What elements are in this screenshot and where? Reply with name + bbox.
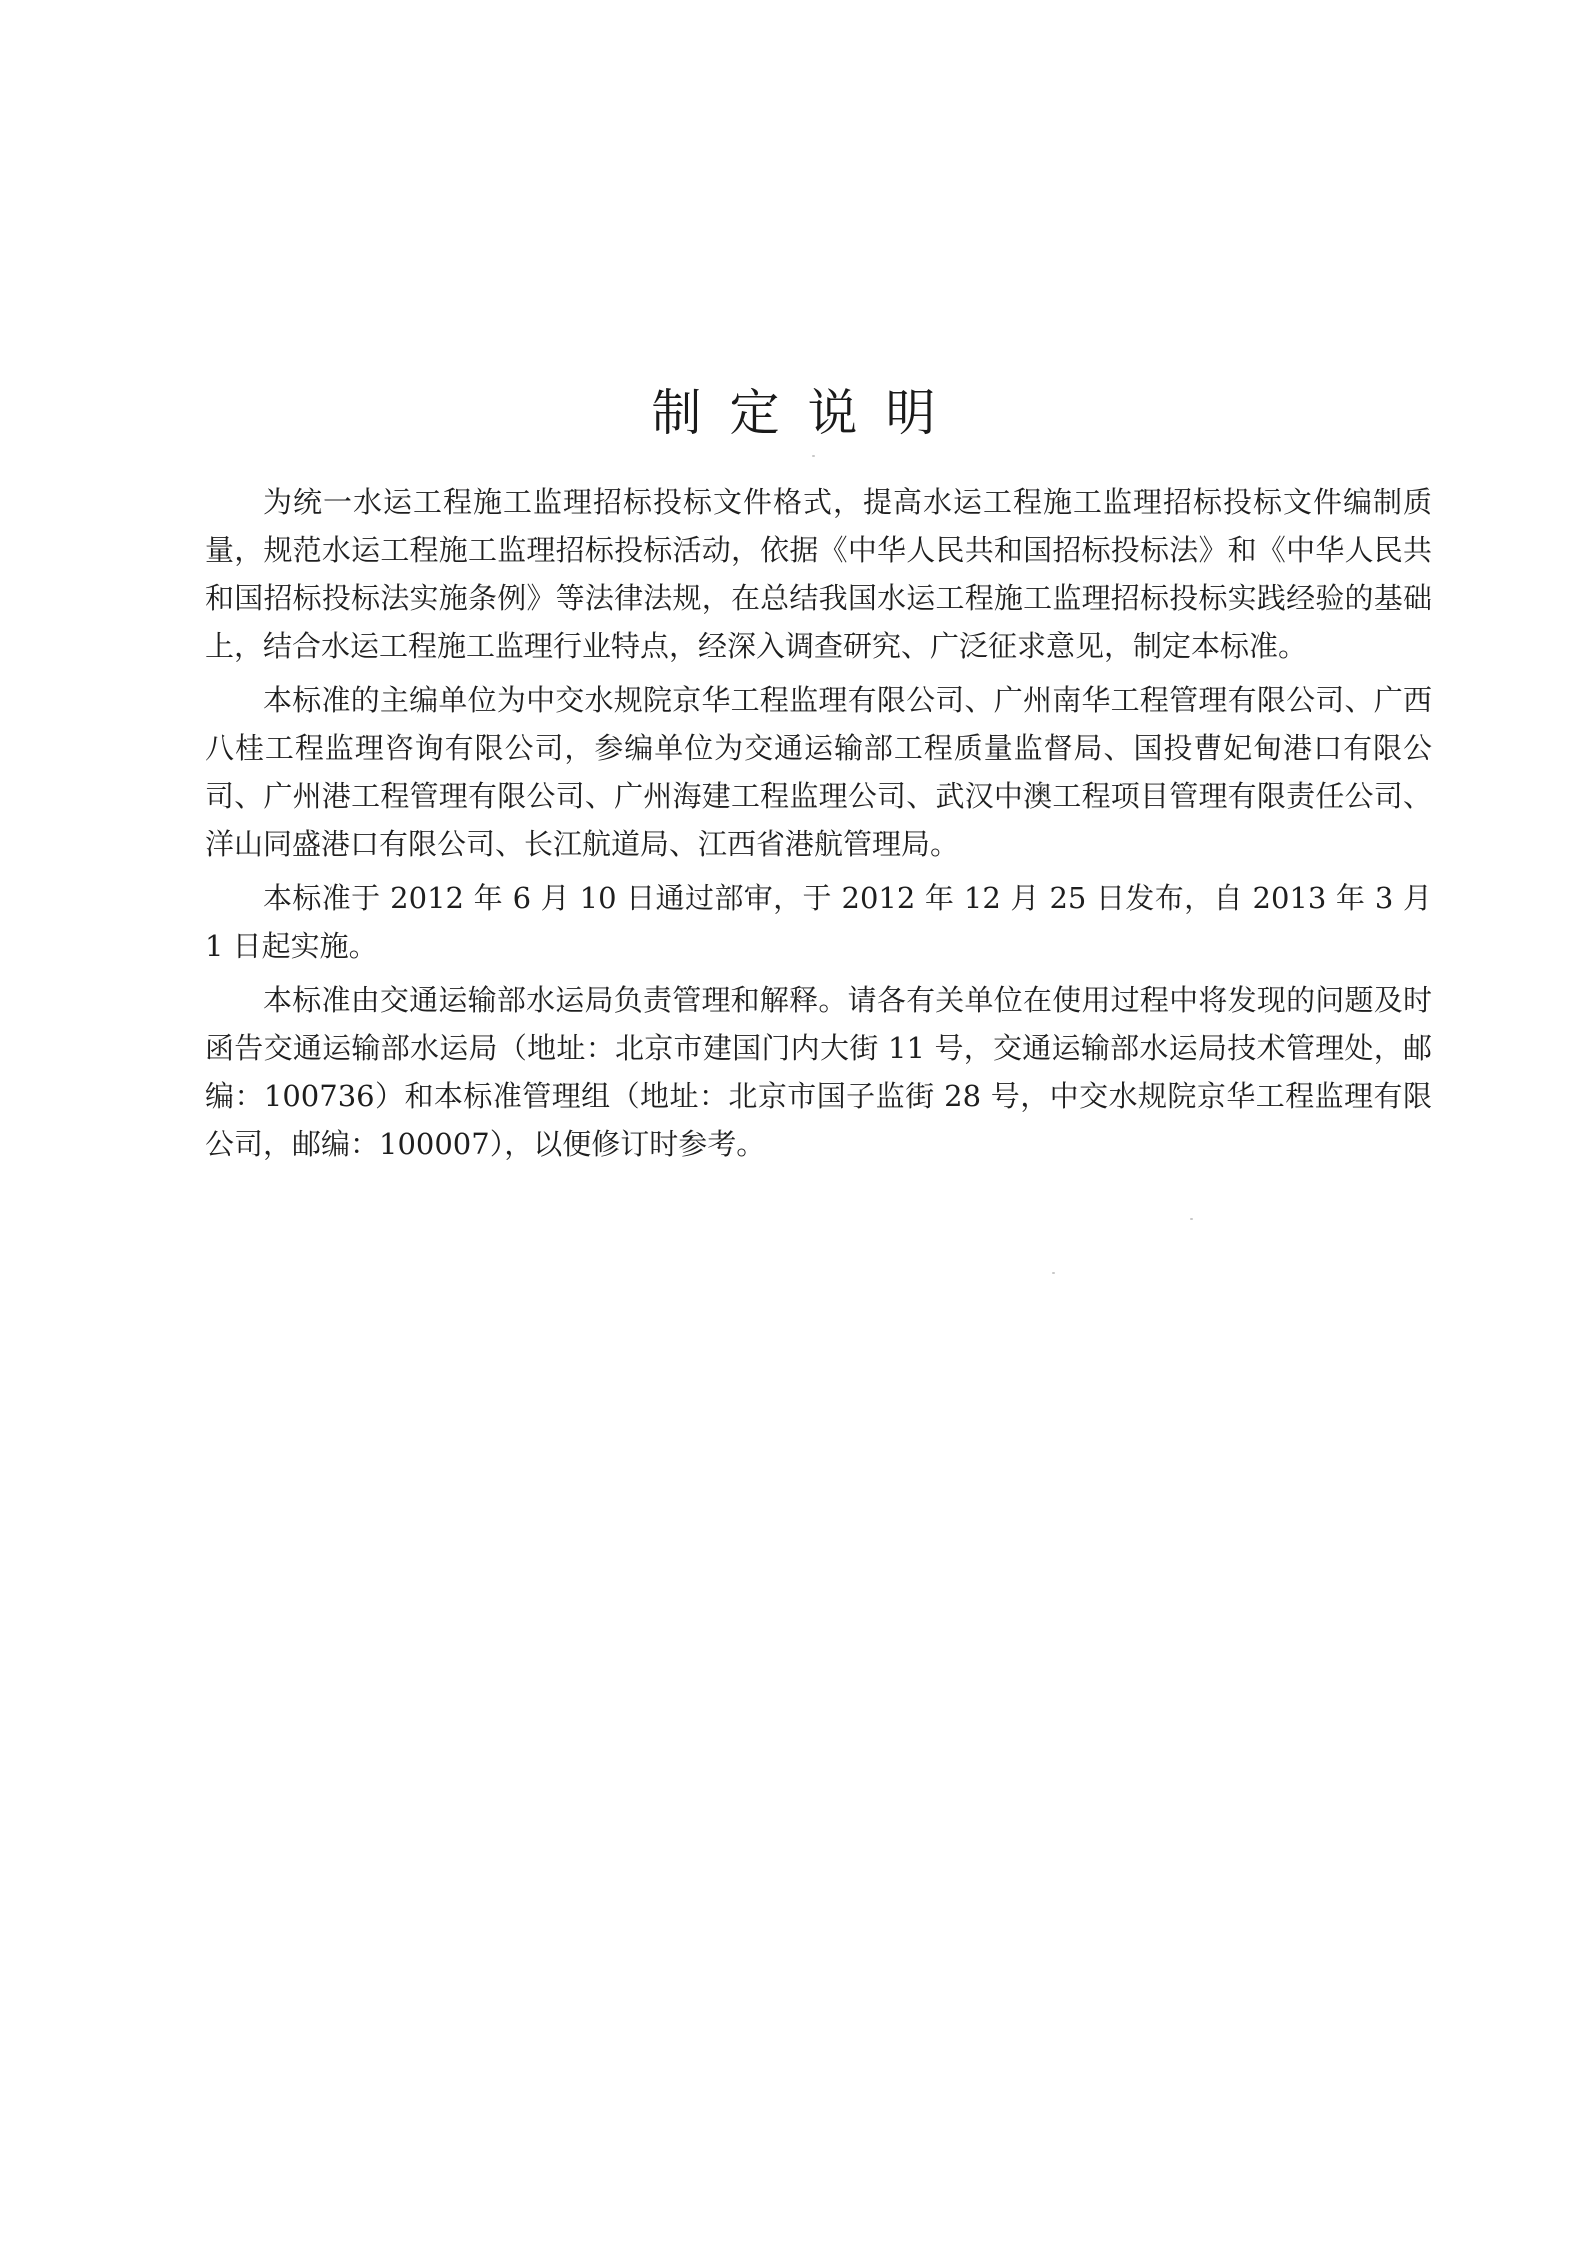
scan-speck <box>1190 1218 1193 1220</box>
paragraph-dates: 本标准于 2012 年 6 月 10 日通过部审，于 2012 年 12 月 25 日发布，自 2013 年 3 月 1 日起实施。 <box>205 881 1432 963</box>
body-text <box>205 478 1432 1174</box>
paragraph-management: 本标准由交通运输部水运局负责管理和解释。请各有关单位在使用过程中将发现的问题及时函告交通运输部水运局（地址：北京市建国门内大街 11 号，交通运输部水运局技术管理处，邮编：100736）和本标准管理组（地址：北京市国子监街 28 号，中交水规院京华工程监理有限公司，邮编：100007），以便修订时参考。 <box>205 983 1432 1161</box>
scan-speck <box>1052 1272 1055 1274</box>
paragraph-editors: 本标准的主编单位为中交水规院京华工程监理有限公司、广州南华工程管理有限公司、广西八桂工程监理咨询有限公司，参编单位为交通运输部工程质量监督局、国投曹妃甸港口有限公司、广州港工程管理有限公司、广州海建工程监理公司、武汉中澳工程项目管理有限责任公司、洋山同盛港口有限公司、长江航道局、江西省港航管理局。 <box>205 683 1432 861</box>
page-title: 制定说明 <box>651 384 964 442</box>
paragraph-purpose: 为统一水运工程施工监理招标投标文件格式，提高水运工程施工监理招标投标文件编制质量，规范水运工程施工监理招标投标活动，依据《中华人民共和国招标投标法》和《中华人民共和国招标投标法实施条例》等法律法规，在总结我国水运工程施工监理招标投标实践经验的基础上，结合水运工程施工监理行业特点，经深入调查研究、广泛征求意见，制定本标准。 <box>205 485 1432 663</box>
scan-speck <box>812 455 815 457</box>
